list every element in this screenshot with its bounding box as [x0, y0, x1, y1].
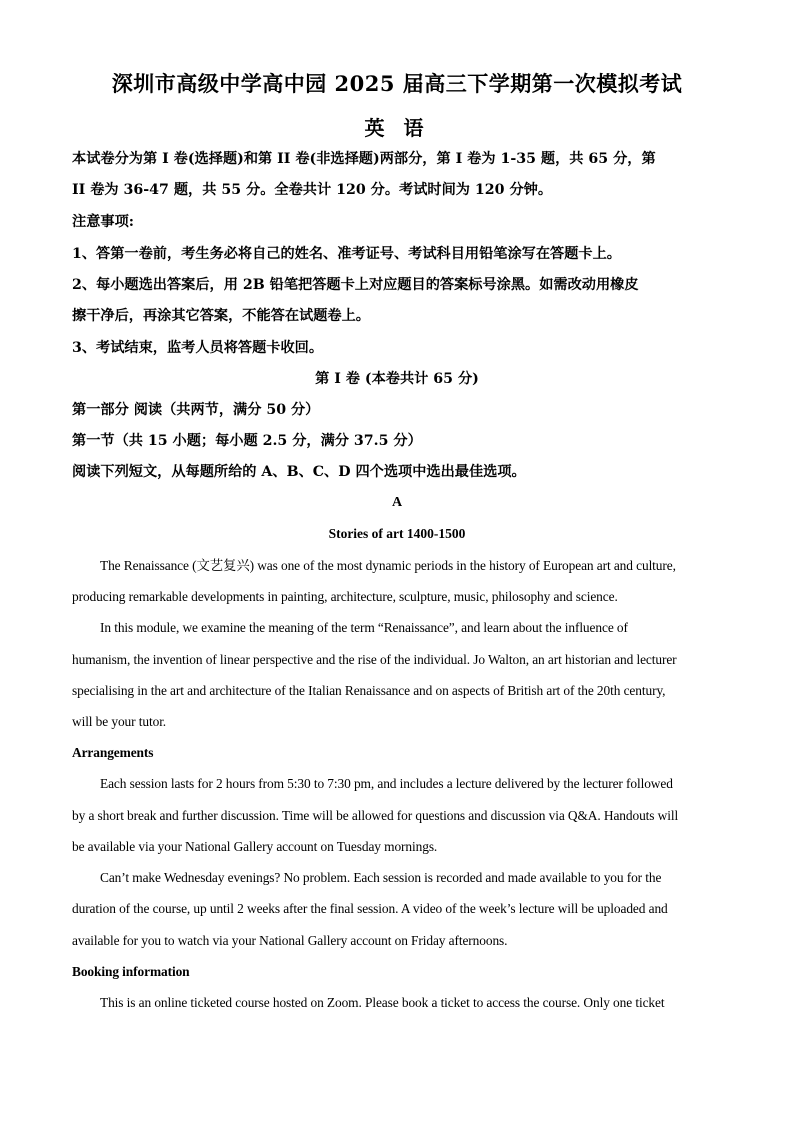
passage-p4-line-2: duration of the course, up until 2 weeks after the final session. A video of the week’s lecture will be uploaded and — [72, 901, 668, 916]
passage-letter: A — [391, 495, 403, 510]
subject-title: 英 语 — [364, 116, 430, 140]
passage-p4-line-1: Can’t make Wednesday evenings? No problem. Each session is recorded and made available to you for the — [100, 870, 662, 885]
passage-p5-line-1: This is an online ticketed course hosted on Zoom. Please book a ticket to access the course. Only one ticket — [100, 995, 665, 1010]
intro-line-1: 本试卷分为第 I 卷(选择题)和第 II 卷(非选择题)两部分，第 I 卷为 1-35 题，共 65 分，第 — [72, 151, 656, 167]
notes-heading: 注意事项: — [72, 214, 134, 230]
subpart-heading: 第一节（共 15 小题；每小题 2.5 分，满分 37.5 分） — [72, 433, 422, 449]
heading-arrangements: Arrangements — [72, 745, 154, 760]
intro-line-2: II 卷为 36-47 题，共 55 分。全卷共计 120 分。考试时间为 120 分钟。 — [72, 182, 553, 198]
notes-item-2-line-2: 擦干净后，再涂其它答案，不能答在试题卷上。 — [72, 308, 370, 324]
passage-p3-line-2: by a short break and further discussion. Time will be allowed for questions and discussion via Q&A. Handouts will — [72, 808, 679, 823]
passage-p2-line-2: humanism, the invention of linear perspective and the rise of the individual. Jo Walton, an art historian and lecturer — [72, 652, 677, 667]
passage-p3-line-1: Each session lasts for 2 hours from 5:30 to 7:30 pm, and includes a lecture delivered by the lecturer followed — [100, 776, 673, 791]
heading-booking: Booking information — [72, 964, 190, 979]
exam-title: 深圳市高级中学高中园 2025 届高三下学期第一次模拟考试 — [111, 71, 683, 96]
notes-item-3: 3、考试结束，监考人员将答题卡收回。 — [72, 340, 324, 356]
notes-item-2-line-1: 2、每小题选出答案后，用 2B 铅笔把答题卡上对应题目的答案标号涂黑。如需改动用橡皮 — [72, 277, 639, 293]
reading-instruction: 阅读下列短文，从每题所给的 A、B、C、D 四个选项中选出最佳选项。 — [72, 464, 526, 480]
passage-title: Stories of art 1400-1500 — [328, 526, 466, 541]
passage-p2-line-4: will be your tutor. — [72, 714, 167, 729]
passage-p2-line-3: specialising in the art and architecture of the Italian Renaissance and on aspects of British art of the 20th century, — [72, 683, 666, 698]
volume-heading: 第 I 卷 (本卷共计 65 分) — [315, 371, 479, 387]
passage-p2-line-1: In this module, we examine the meaning of the term “Renaissance”, and learn about the influence of — [100, 620, 628, 635]
notes-item-1: 1、答第一卷前，考生务必将自己的姓名、准考证号、考试科目用铅笔涂写在答题卡上。 — [72, 246, 621, 262]
passage-p1-line-2: producing remarkable developments in painting, architecture, sculpture, music, philosophy and science. — [72, 589, 618, 604]
passage-p3-line-3: be available via your National Gallery account on Tuesday mornings. — [72, 839, 438, 854]
passage-p1-line-1: The Renaissance (文艺复兴) was one of the most dynamic periods in the history of European art and culture, — [100, 558, 676, 573]
passage-p4-line-3: available for you to watch via your National Gallery account on Friday afternoons. — [72, 933, 508, 948]
part-heading: 第一部分 阅读（共两节，满分 50 分） — [72, 402, 320, 418]
